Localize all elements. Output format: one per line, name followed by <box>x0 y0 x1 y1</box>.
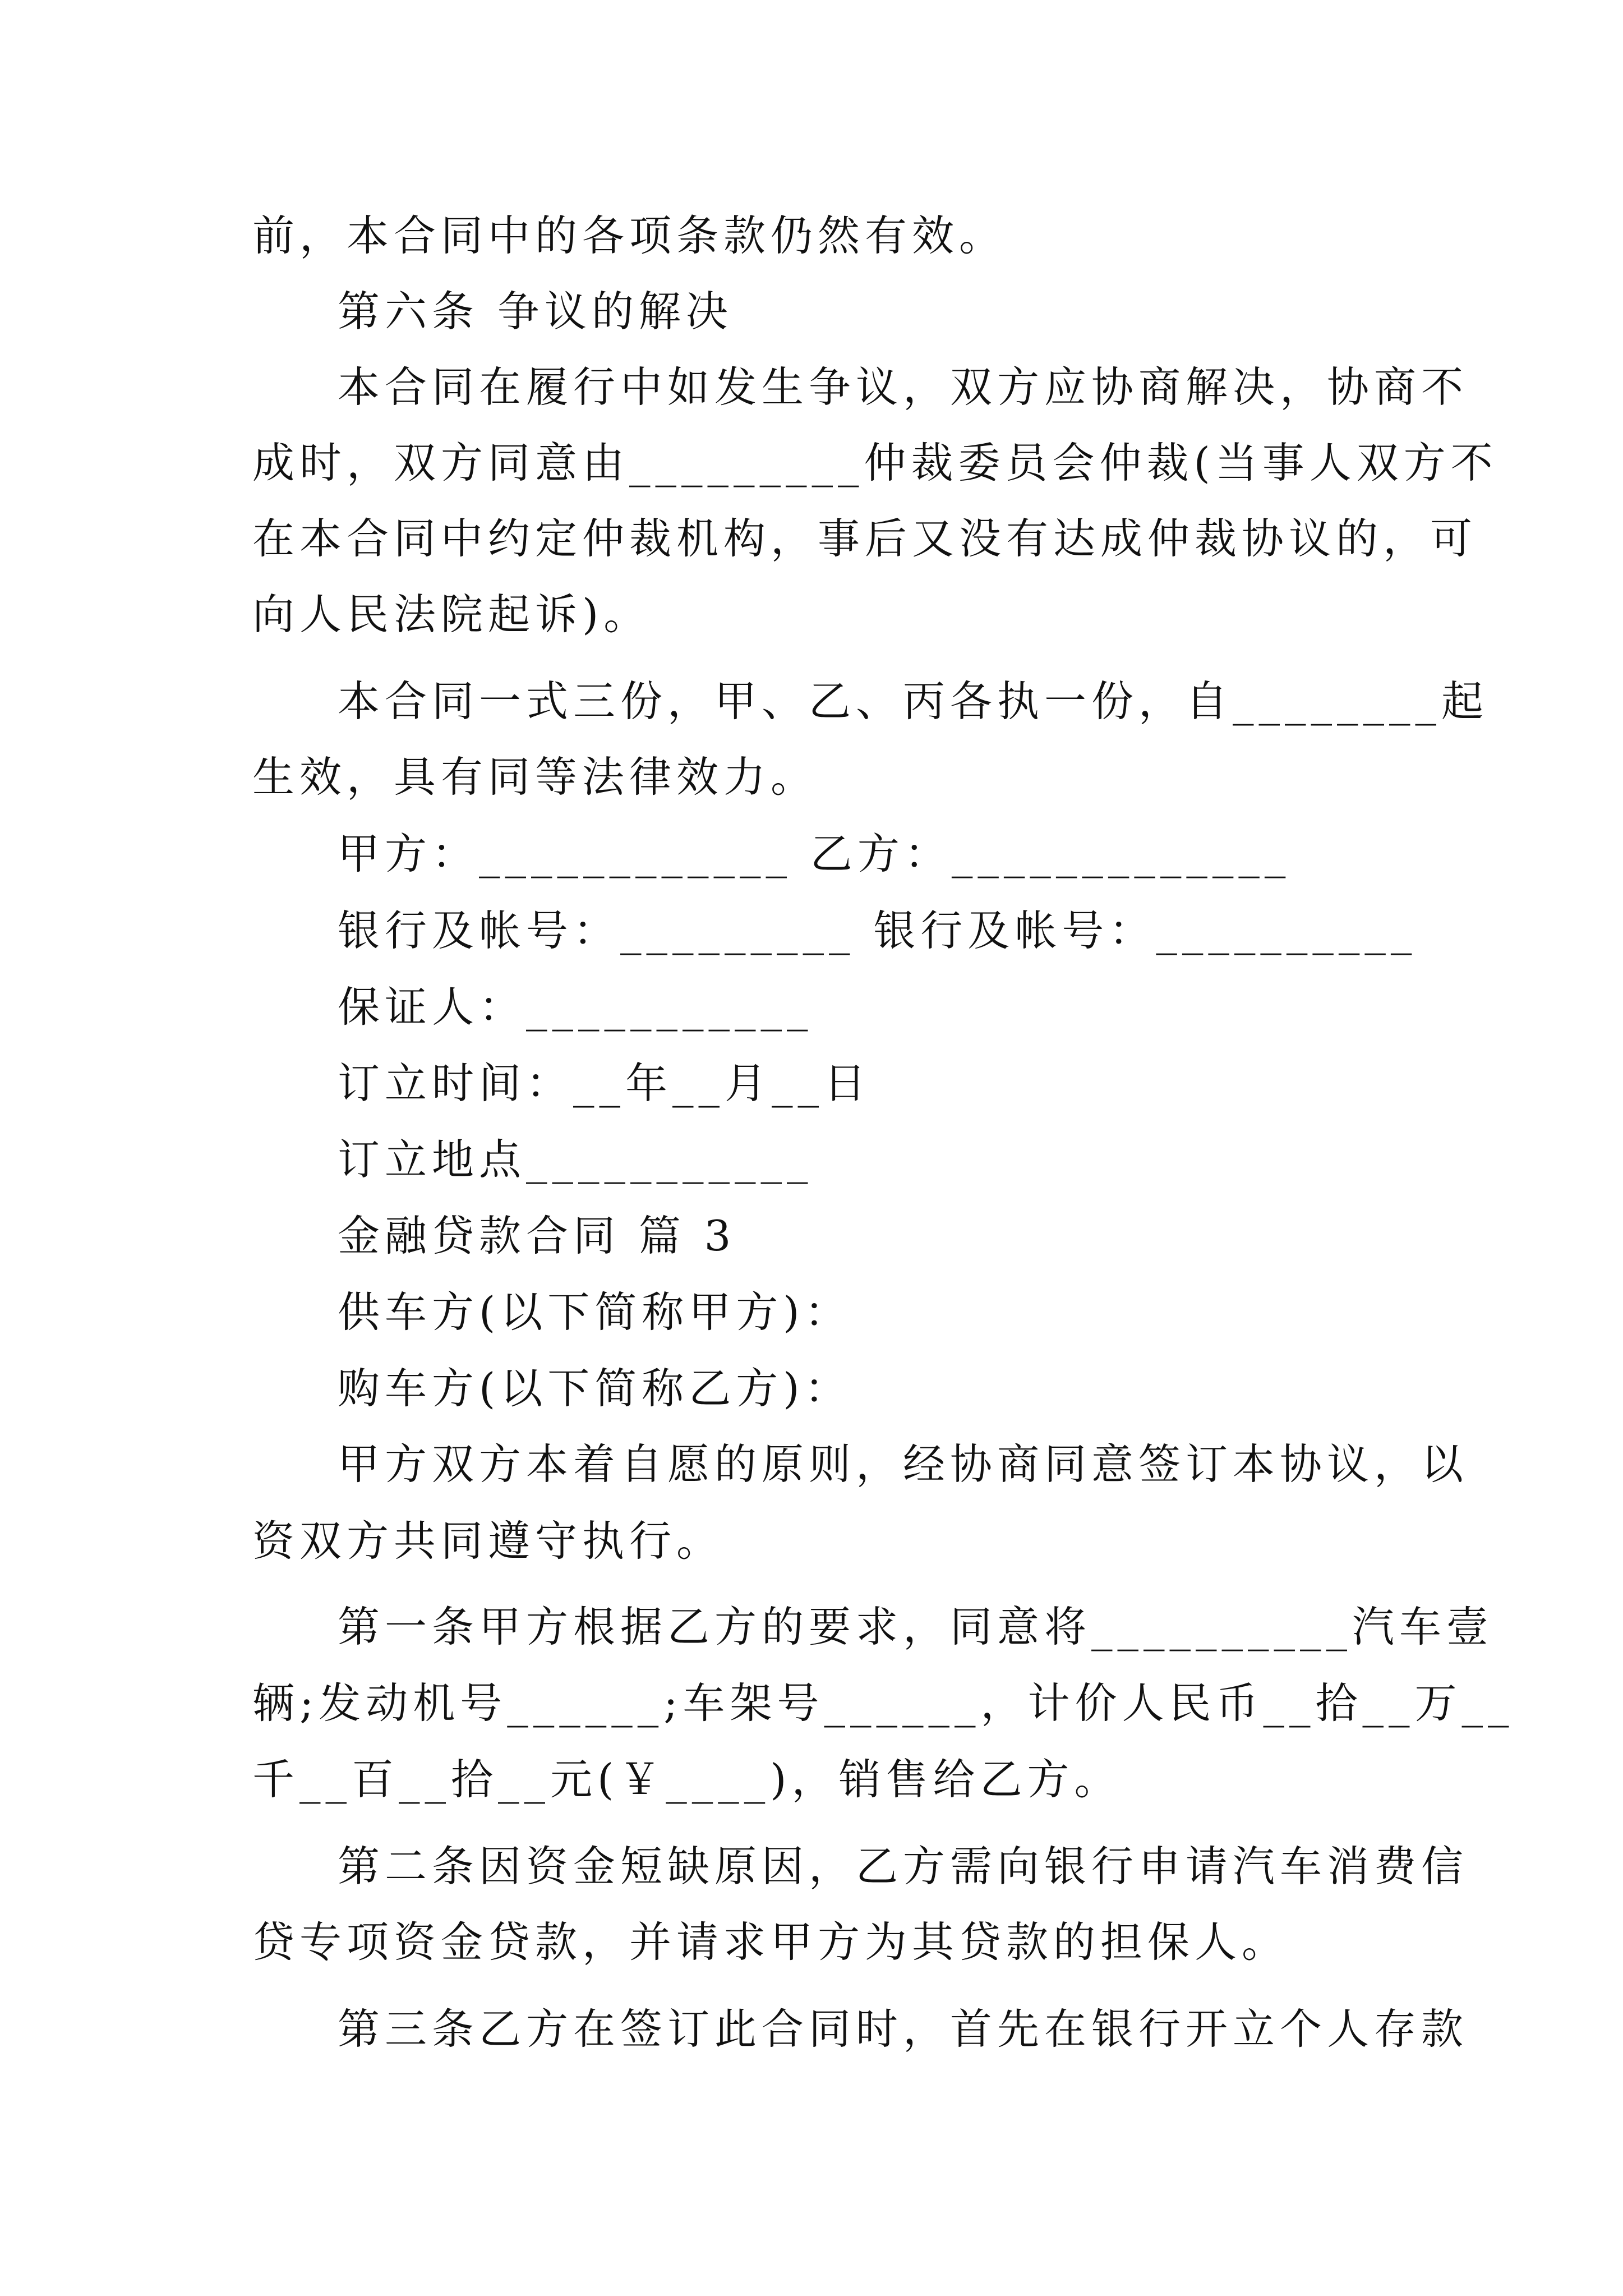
paragraph-line: 本合同一式三份，甲、乙、丙各执一份，自________起 <box>338 677 1489 726</box>
paragraph-line: 成时，双方同意由_________仲裁委员会仲裁(当事人双方不 <box>252 438 1498 487</box>
section-heading: 第六条 争议的解决 <box>338 287 733 336</box>
paragraph-line: 资双方共同遵守执行。 <box>252 1516 724 1566</box>
paragraph-line: 向人民法院起诉)。 <box>252 590 651 639</box>
paragraph-line: 第三条乙方在签订此合同时，首先在银行开立个人存款 <box>338 2004 1469 2054</box>
signature-line-guarantor: 保证人：___________ <box>338 982 813 1032</box>
paragraph-line: 辆;发动机号______;车架号______，计价人民币__拾__万__ <box>252 1678 1514 1728</box>
paragraph-line: 贷专项资金贷款，并请求甲方为其贷款的担保人。 <box>252 1917 1289 1967</box>
signature-line-bank: 银行及帐号：_________ 银行及帐号：__________ <box>338 906 1417 955</box>
document-title: 金融贷款合同 篇 3 <box>338 1211 736 1260</box>
signature-line-party: 甲方：____________ 乙方：_____________ <box>338 829 1291 878</box>
paragraph-line: 甲方双方本着自愿的原则，经协商同意签订本协议，以 <box>338 1439 1469 1489</box>
paragraph-line: 生效，具有同等法律效力。 <box>252 752 818 802</box>
paragraph-line: 第一条甲方根据乙方的要求，同意将__________汽车壹 <box>338 1602 1494 1651</box>
party-line-supplier: 供车方(以下简称甲方)： <box>338 1287 852 1337</box>
party-line-buyer: 购车方(以下简称乙方)： <box>338 1364 852 1413</box>
signature-line-date: 订立时间：__年__月__日 <box>338 1059 872 1108</box>
paragraph-line: 前，本合同中的各项条款仍然有效。 <box>252 211 1007 260</box>
signature-line-place: 订立地点___________ <box>338 1135 813 1184</box>
paragraph-line: 本合同在履行中如发生争议，双方应协商解决，协商不 <box>338 362 1469 412</box>
paragraph-line: 在本合同中约定仲裁机构，事后又没有达成仲裁协议的，可 <box>252 514 1478 563</box>
paragraph-line: 千__百__拾__元(￥____)，销售给乙方。 <box>252 1755 1122 1804</box>
paragraph-line: 第二条因资金短缺原因，乙方需向银行申请汽车消费信 <box>338 1842 1469 1891</box>
